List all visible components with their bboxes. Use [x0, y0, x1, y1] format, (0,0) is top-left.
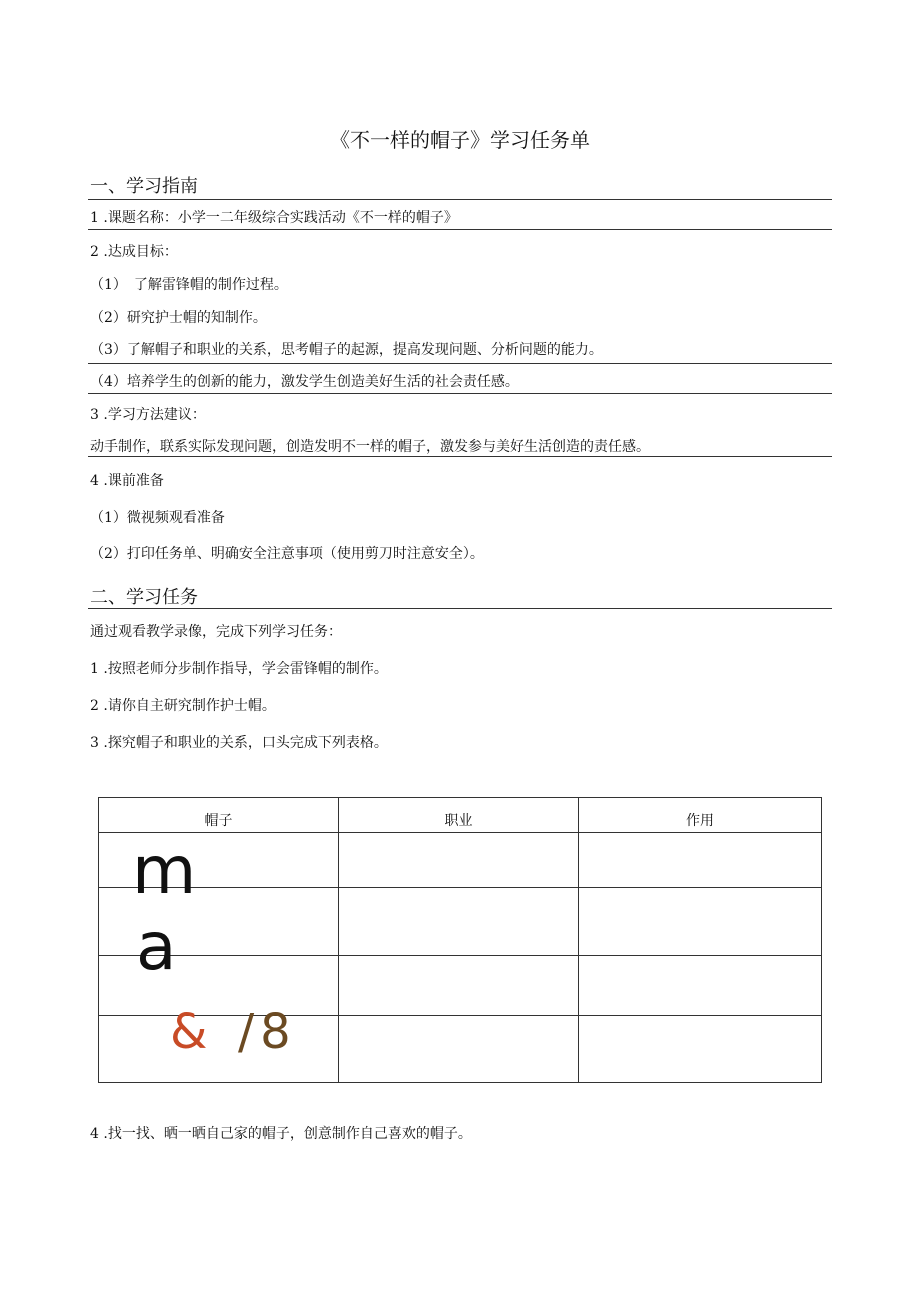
item-number: 3: [90, 735, 99, 751]
decorative-glyph-m: m: [132, 832, 197, 909]
item-goals: [90, 242, 178, 262]
column-header-function: 作用: [579, 798, 822, 833]
table-cell[interactable]: [579, 1016, 822, 1083]
page-title: 《不一样的帽子》学习任务单: [330, 128, 590, 152]
rule-line: [88, 393, 832, 394]
item-number: 3: [90, 407, 99, 423]
goal-3: （3）了解帽子和职业的关系，思考帽子的起源，提高发现问题、分析问题的能力。: [90, 342, 603, 358]
item-text: .达成目标：: [103, 244, 178, 260]
item-number: 2: [90, 244, 99, 260]
table-cell[interactable]: [99, 956, 339, 1016]
rule-line: [88, 363, 832, 364]
section-heading-tasks: 二、学习任务: [90, 587, 198, 608]
table-row: [99, 888, 822, 956]
prep-2: （2）打印任务单、明确安全注意事项（使用剪刀时注意安全）。: [90, 546, 484, 562]
column-header-hat: 帽子: [99, 798, 339, 833]
item-number: 2: [90, 698, 99, 714]
section-divider: [88, 608, 832, 609]
section-divider: [88, 199, 832, 200]
method-text: 动手制作，联系实际发现问题，创造发明不一样的帽子，激发参与美好生活创造的责任感。: [90, 439, 650, 455]
item-number: 1: [90, 210, 99, 226]
decorative-glyph-a: a: [136, 908, 177, 985]
table-cell[interactable]: [339, 1016, 579, 1083]
item-prep: [90, 471, 164, 491]
item-text: .按照老师分步制作指导，学会雷锋帽的制作。: [103, 661, 388, 677]
table-cell[interactable]: [579, 888, 822, 956]
item-text: .找一找、晒一晒自己家的帽子，创意制作自己喜欢的帽子。: [103, 1126, 472, 1142]
goal-2: （2）研究护士帽的知制作。: [90, 310, 267, 326]
tasks-intro: 通过观看教学录像，完成下列学习任务：: [90, 624, 342, 640]
table-cell[interactable]: [579, 833, 822, 888]
rule-line: [88, 456, 832, 457]
rule-line: [88, 229, 832, 230]
goal-4: （4）培养学生的创新的能力，激发学生创造美好生活的社会责任感。: [90, 374, 519, 390]
table-header-row: [99, 798, 822, 833]
table-cell[interactable]: [339, 833, 579, 888]
item-number: 4: [90, 1126, 99, 1142]
column-header-profession: 职业: [339, 798, 579, 833]
item-topic: [90, 208, 458, 228]
decorative-glyph-ampersand: & /8: [170, 1004, 297, 1060]
table-cell[interactable]: [579, 956, 822, 1016]
item-text: .学习方法建议：: [103, 407, 206, 423]
item-number: 1: [90, 661, 99, 677]
table-cell[interactable]: [339, 956, 579, 1016]
item-number: 4: [90, 473, 99, 489]
section-heading-guide: 一、学习指南: [90, 176, 198, 197]
task-2: [90, 696, 276, 716]
task-1: [90, 659, 388, 679]
item-text: .课题名称：小学一二年级综合实践活动《不一样的帽子》: [103, 210, 458, 226]
goal-1: （1） 了解雷锋帽的制作过程。: [90, 277, 288, 293]
task-3: [90, 733, 388, 753]
prep-1: （1）微视频观看准备: [90, 510, 225, 526]
item-method: [90, 405, 206, 425]
task-4: [90, 1124, 472, 1144]
item-text: .请你自主研究制作护士帽。: [103, 698, 276, 714]
item-text: .课前准备: [103, 473, 164, 489]
item-text: .探究帽子和职业的关系，口头完成下列表格。: [103, 735, 388, 751]
table-cell[interactable]: [339, 888, 579, 956]
